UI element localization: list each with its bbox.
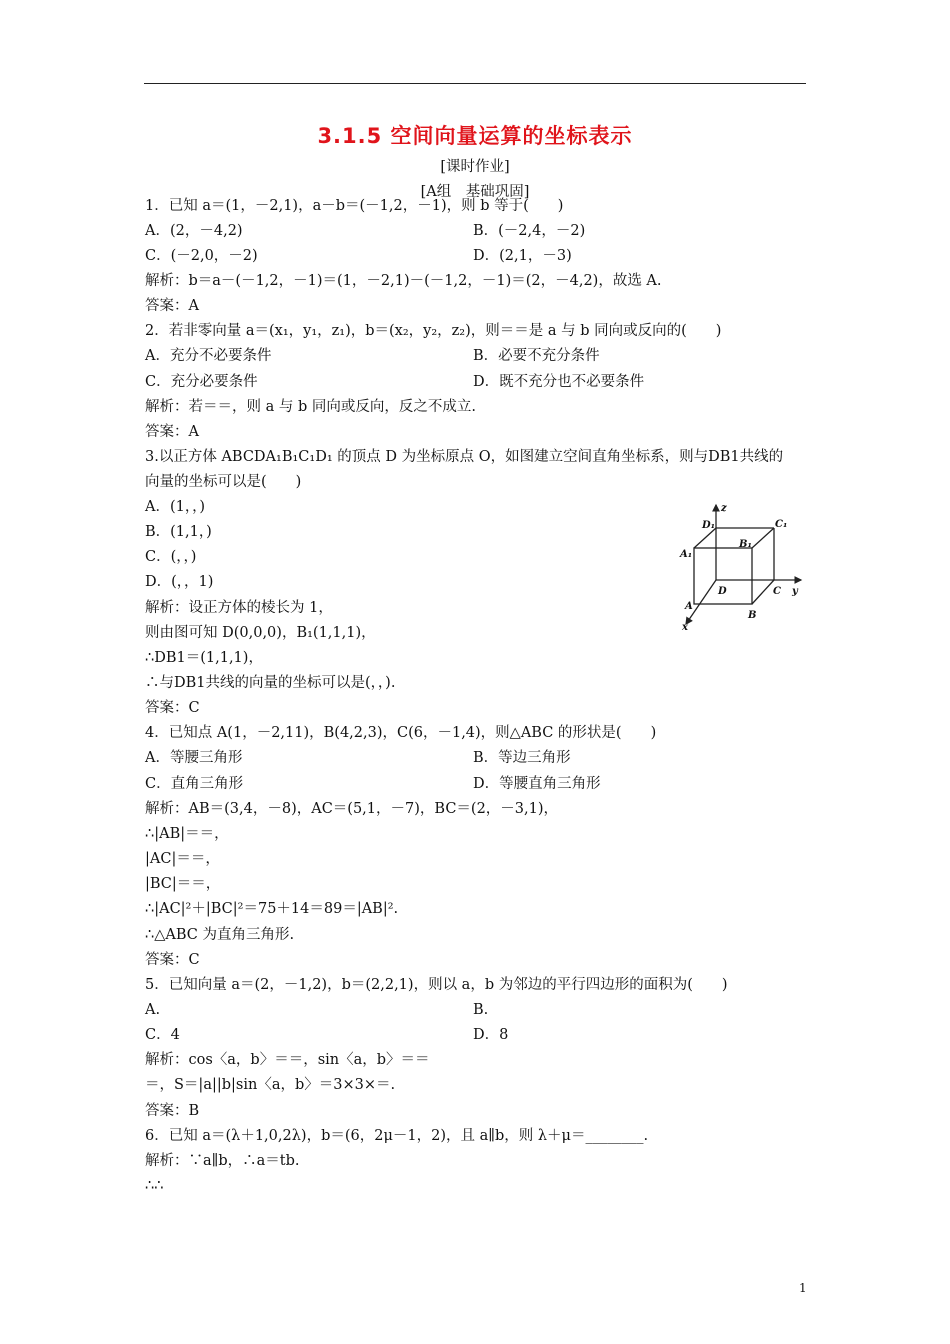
page-number: 1	[799, 1281, 807, 1295]
text-line: ∴△ABC 为直角三角形.	[145, 927, 295, 943]
text-line: 4．已知点 A(1，－2,11)，B(4,2,3)，C(6，－1,4)，则△ABC 的形状是( )	[145, 725, 657, 741]
text-line: B．(1,1，)	[145, 524, 212, 540]
c-label: C	[773, 586, 781, 597]
group-label: [A组 基础巩固]	[420, 184, 530, 200]
text-line: 2．若非零向量 a＝(x₁，y₁，z₁)，b＝(x₂，y₂，z₂)，则＝＝是 a 与 b 同向或反向的( )	[145, 323, 722, 339]
text-line: B.	[473, 1002, 489, 1018]
x-label: x	[682, 622, 688, 631]
text-line: 解析：若＝＝，则 a 与 b 同向或反向，反之不成立.	[145, 399, 476, 415]
text-line: B．必要不充分条件	[473, 348, 600, 364]
b1-label: B₁	[739, 539, 752, 550]
y-label: y	[792, 586, 798, 597]
text-line: 答案：C	[145, 952, 200, 968]
text-line: C．4	[145, 1027, 180, 1043]
text-line: D．(2,1，－3)	[473, 248, 572, 264]
section-label: [课时作业]	[440, 159, 510, 175]
text-line: 解析：cos〈a，b〉＝＝，sin〈a，b〉＝＝	[145, 1052, 430, 1068]
text-line: B．等边三角形	[473, 750, 571, 766]
text-line: ∴∴	[145, 1178, 164, 1194]
text-line: ＝，S＝|a||b|sin〈a，b〉＝3×3×＝.	[145, 1077, 396, 1093]
d1-label: D₁	[702, 520, 716, 531]
text-line: 解析：AB＝(3,4，－8)，AC＝(5,1，－7)，BC＝(2，－3,1)，	[145, 801, 559, 817]
text-line: 答案：B	[145, 1103, 200, 1119]
text-line: D．(，，1)	[145, 574, 214, 590]
text-line: ∴|AC|²＋|BC|²＝75＋14＝89＝|AB|².	[145, 901, 399, 917]
text-line: 5．已知向量 a＝(2，－1,2)，b＝(2,2,1)，则以 a，b 为邻边的平行四边形的面积为( )	[145, 977, 728, 993]
text-line: 则由图可知 D(0,0,0)，B₁(1,1,1)，	[145, 625, 376, 641]
text-line: C．直角三角形	[145, 776, 244, 792]
text-line: ∴|AB|＝＝，	[145, 826, 229, 842]
z-label: z	[721, 503, 727, 514]
text-line: A．(1，，)	[145, 499, 206, 515]
text-line: 解析：∵a∥b，∴a＝tb.	[145, 1153, 300, 1169]
text-line: A.	[145, 1002, 161, 1018]
text-line: A．等腰三角形	[145, 750, 243, 766]
d-label: D	[718, 586, 727, 597]
text-line: 解析：b＝a－(－1,2，－1)＝(1，－2,1)－(－1,2，－1)＝(2，－4,2)，故选 A.	[145, 273, 662, 289]
text-line: 答案：A	[145, 298, 199, 314]
text-line: B．(－2,4，－2)	[473, 223, 586, 239]
b-label: B	[748, 610, 757, 621]
text-line: 向量的坐标可以是( )	[145, 474, 302, 490]
text-line: C．(，，)	[145, 549, 197, 565]
text-line: A．(2，－4,2)	[145, 223, 243, 239]
text-line: |BC|＝＝，	[145, 876, 221, 892]
text-line: 1．已知 a＝(1，－2,1)，a－b＝(－1,2，－1)，则 b 等于( )	[145, 198, 564, 214]
text-line: D．既不充分也不必要条件	[473, 374, 645, 390]
a1-label: A₁	[680, 549, 693, 560]
text-line: D．等腰直角三角形	[473, 776, 601, 792]
cube-coordinate-figure	[676, 497, 808, 631]
a-label: A	[685, 601, 693, 612]
text-line: C．(－2,0，－2)	[145, 248, 258, 264]
text-line: 解析：设正方体的棱长为 1，	[145, 600, 333, 616]
text-line: ∴与DB1共线的向量的坐标可以是(，，).	[145, 675, 396, 691]
text-line: C．充分必要条件	[145, 374, 258, 390]
page-title: 3.1.5 空间向量运算的坐标表示	[317, 124, 633, 148]
text-line: 答案：A	[145, 424, 199, 440]
text-line: ∴DB1＝(1,1,1)，	[145, 650, 263, 666]
text-line: 3.以正方体 ABCDA₁B₁C₁D₁ 的顶点 D 为坐标原点 O，如图建立空间直角坐标系，则与DB1共线的	[145, 449, 784, 465]
text-line: |AC|＝＝，	[145, 851, 220, 867]
text-line: 答案：C	[145, 700, 200, 716]
header-rule	[144, 83, 806, 84]
text-line: D．8	[473, 1027, 509, 1043]
text-line: A．充分不必要条件	[145, 348, 272, 364]
text-line: 6．已知 a＝(λ＋1,0,2λ)，b＝(6，2μ－1，2)，且 a∥b，则 λ＋μ＝________.	[145, 1128, 649, 1144]
c1-label: C₁	[775, 519, 788, 530]
